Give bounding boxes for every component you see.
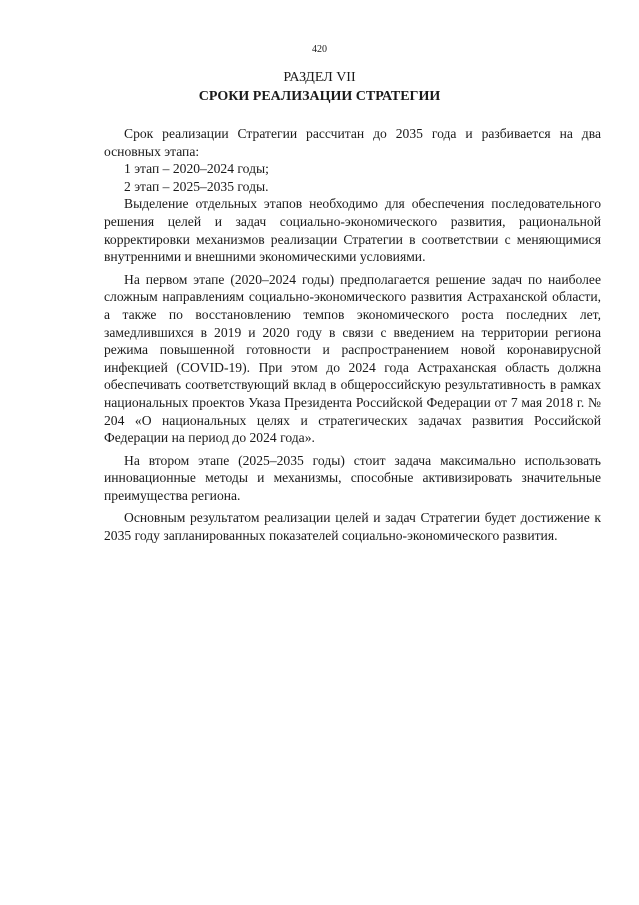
stage-2-item: 2 этап – 2025–2035 годы. [124,178,269,194]
paragraph-second-stage: На втором этапе (2025–2035 годы) стоит задача максимально использовать инновационные методы и механизмы, способные активизировать значительные преимущества региона. [104,452,601,503]
body-text [104,125,601,545]
section-title: СРОКИ РЕАЛИЗАЦИИ СТРАТЕГИИ [198,89,441,104]
paragraph-intro: Срок реализации Стратегии рассчитан до 2035 года и разбивается на два основных этапа: [104,126,601,159]
page-number: 420 [312,44,327,55]
stage-1-item: 1 этап – 2020–2024 годы; [124,161,269,177]
paragraph-rationale: Выделение отдельных этапов необходимо для обеспечения последовательного решения целей и задач социально-экономического развития, рациональной корректировки механизмов реализации Стратегии в соответствии с меняющимися внутренними и внешними экономическими условиями. [104,196,601,265]
paragraph-result: Основным результатом реализации целей и задач Стратегии будет достижение к 2035 году запланированных показателей социально-экономического развития. [104,510,601,544]
section-label: РАЗДЕЛ VII [283,70,356,85]
paragraph-first-stage: На первом этапе (2020–2024 годы) предполагается решение задач по наиболее сложным направлениям социально-экономического развития Астраханской области, а также по восстановлению темпов экономического роста последних лет, замедлившихся в 2019 и 2020 году в связи с введением на территории региона режима повышенной готовности и распространением новой коронавирусной инфекцией (COVID-19). При этом до 2024 года Астраханская область должна обеспечивать соответствующий вклад в общероссийскую результативность в рамках национальных проектов Указа Президента Российской Федерации от 7 мая 2018 г. № 204 «О национальных целях и стратегических задачах развития Российской Федерации на период до 2024 года». [104,271,601,446]
